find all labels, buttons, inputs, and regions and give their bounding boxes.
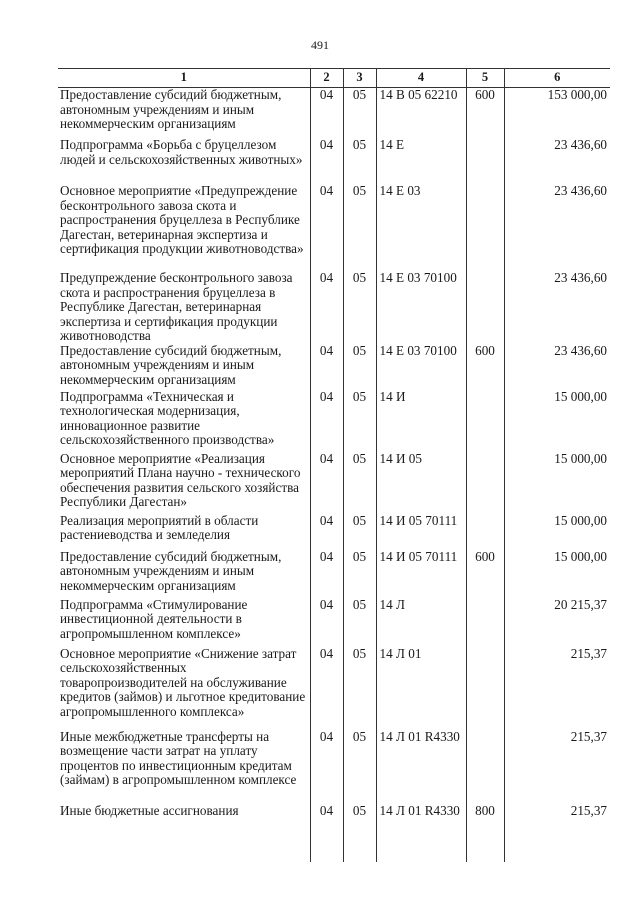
row-section-cell: 04 xyxy=(310,514,343,550)
row-target-code-cell: 14 И xyxy=(376,390,466,452)
row-amount-cell: 20 215,37 xyxy=(504,598,610,647)
row-expense-type-cell xyxy=(466,647,504,730)
row-amount-cell: 23 436,60 xyxy=(504,138,610,184)
row-target-code-cell: 14 Л 01 R4330 xyxy=(376,730,466,804)
row-name-cell: Предупреждение бесконтрольного завоза скота и распространения бруцеллеза в Республике Дагестан, ветеринарная экспертиза и сертификация продукции животноводства xyxy=(60,270,293,344)
row-section-cell: 04 xyxy=(310,804,343,838)
header-cell: 3 xyxy=(343,69,376,88)
table-row xyxy=(58,647,610,730)
row-expense-type-cell xyxy=(466,138,504,184)
table-row xyxy=(58,598,610,647)
row-name-cell: Подпрограмма «Техническая и технологическая модернизация, инновационное развитие сельскохозяйственного производства» xyxy=(60,388,275,448)
row-section-cell: 04 xyxy=(310,390,343,452)
row-name-cell: Основное мероприятие «Реализация мероприятий Плана научно - технического обеспечения развития сельского хозяйства Республики Дагестан» xyxy=(60,450,301,510)
row-expense-type-cell: 600 xyxy=(466,88,504,139)
table-row xyxy=(58,184,610,271)
table-row xyxy=(58,804,610,838)
row-subsection-cell: 05 xyxy=(343,88,376,139)
row-target-code-cell: 14 Л xyxy=(376,598,466,647)
row-target-code-cell: 14 И 05 xyxy=(376,452,466,514)
row-name-cell: Реализация мероприятий в области растениеводства и земледелия xyxy=(60,512,259,543)
table-continuation-row xyxy=(58,838,610,862)
row-target-code-cell: 14 Л 01 R4330 xyxy=(376,804,466,838)
row-target-code-cell: 14 И 05 70111 xyxy=(376,550,466,598)
row-amount-cell: 215,37 xyxy=(504,647,610,730)
empty-cell xyxy=(310,838,343,862)
page-number: 491 xyxy=(311,38,329,52)
row-section-cell: 04 xyxy=(310,344,343,390)
row-name-cell: Иные бюджетные ассигнования xyxy=(60,802,239,818)
row-name-cell: Предоставление субсидий бюджетным, автономным учреждениям и иным некоммерческим организациям xyxy=(60,342,282,387)
row-name-cell: Основное мероприятие «Снижение затрат сельскохозяйственных товаропроизводителей на обслуживание кредитов (займов) и льготное кредитование агропромышленного комплекса» xyxy=(60,645,306,719)
table-row xyxy=(58,550,610,598)
row-section-cell: 04 xyxy=(310,88,343,139)
table-row xyxy=(58,271,610,344)
table-row xyxy=(58,452,610,514)
row-amount-cell: 15 000,00 xyxy=(504,390,610,452)
row-subsection-cell: 05 xyxy=(343,804,376,838)
row-name-cell: Предоставление субсидий бюджетным, автономным учреждениям и иным некоммерческим организациям xyxy=(60,87,282,132)
row-subsection-cell: 05 xyxy=(343,271,376,344)
row-name-cell: Иные межбюджетные трансферты на возмещение части затрат на уплату процентов по инвестиционным кредитам (займам) в агропромышленном комплексе xyxy=(60,728,297,788)
row-subsection-cell: 05 xyxy=(343,138,376,184)
empty-cell xyxy=(376,838,466,862)
row-section-cell: 04 xyxy=(310,271,343,344)
row-subsection-cell: 05 xyxy=(343,184,376,271)
row-target-code-cell: 14 Е 03 70100 xyxy=(376,271,466,344)
row-subsection-cell: 05 xyxy=(343,550,376,598)
row-expense-type-cell xyxy=(466,184,504,271)
row-section-cell: 04 xyxy=(310,184,343,271)
row-section-cell: 04 xyxy=(310,598,343,647)
row-expense-type-cell: 800 xyxy=(466,804,504,838)
empty-cell xyxy=(504,838,610,862)
header-cell: 5 xyxy=(466,69,504,88)
row-subsection-cell: 05 xyxy=(343,598,376,647)
row-expense-type-cell: 600 xyxy=(466,344,504,390)
row-name-cell: Подпрограмма «Борьба с бруцеллезом людей и сельскохозяйственных животных» xyxy=(60,137,303,167)
row-amount-cell: 23 436,60 xyxy=(504,184,610,271)
row-section-cell: 04 xyxy=(310,647,343,730)
table-row xyxy=(58,88,610,139)
table-row xyxy=(58,344,610,390)
row-amount-cell: 15 000,00 xyxy=(504,550,610,598)
table-row xyxy=(58,390,610,452)
row-amount-cell: 153 000,00 xyxy=(504,88,610,139)
row-expense-type-cell xyxy=(466,514,504,550)
budget-table xyxy=(58,68,610,862)
row-target-code-cell: 14 Е xyxy=(376,138,466,184)
header-cell: 2 xyxy=(310,69,343,88)
table-row xyxy=(58,730,610,804)
table-row xyxy=(58,514,610,550)
row-subsection-cell: 05 xyxy=(343,344,376,390)
row-expense-type-cell: 600 xyxy=(466,550,504,598)
row-amount-cell: 23 436,60 xyxy=(504,271,610,344)
header-cell: 6 xyxy=(504,69,610,88)
row-section-cell: 04 xyxy=(310,730,343,804)
row-target-code-cell: 14 Е 03 70100 xyxy=(376,344,466,390)
row-subsection-cell: 05 xyxy=(343,647,376,730)
row-section-cell: 04 xyxy=(310,138,343,184)
row-target-code-cell: 14 Е 03 xyxy=(376,184,466,271)
row-subsection-cell: 05 xyxy=(343,452,376,514)
row-expense-type-cell xyxy=(466,271,504,344)
row-name-cell: Основное мероприятие «Предупреждение бесконтрольного завоза скота и распространения бруцеллеза в Республике Дагестан, ветеринарная экспертиза и сертификация продукции животноводства» xyxy=(60,183,304,257)
row-name-cell: Предоставление субсидий бюджетным, автономным учреждениям и иным некоммерческим организациям xyxy=(60,548,282,593)
row-expense-type-cell xyxy=(466,598,504,647)
row-name-cell: Подпрограмма «Стимулирование инвестиционной деятельности в агропромышленном комплексе» xyxy=(60,596,248,641)
row-subsection-cell: 05 xyxy=(343,514,376,550)
table-header-row xyxy=(58,69,610,88)
empty-cell xyxy=(58,838,310,862)
row-target-code-cell: 14 И 05 70111 xyxy=(376,514,466,550)
row-target-code-cell: 14 Л 01 xyxy=(376,647,466,730)
row-amount-cell: 215,37 xyxy=(504,730,610,804)
row-amount-cell: 215,37 xyxy=(504,804,610,838)
header-cell: 4 xyxy=(376,69,466,88)
row-target-code-cell: 14 В 05 62210 xyxy=(376,88,466,139)
row-section-cell: 04 xyxy=(310,550,343,598)
row-expense-type-cell xyxy=(466,452,504,514)
row-subsection-cell: 05 xyxy=(343,390,376,452)
row-amount-cell: 15 000,00 xyxy=(504,452,610,514)
row-subsection-cell: 05 xyxy=(343,730,376,804)
row-amount-cell: 23 436,60 xyxy=(504,344,610,390)
row-expense-type-cell xyxy=(466,390,504,452)
empty-cell xyxy=(466,838,504,862)
empty-cell xyxy=(343,838,376,862)
header-cell: 1 xyxy=(58,69,310,88)
table-row xyxy=(58,138,610,184)
row-section-cell: 04 xyxy=(310,452,343,514)
row-expense-type-cell xyxy=(466,730,504,804)
row-amount-cell: 15 000,00 xyxy=(504,514,610,550)
table-body xyxy=(58,88,610,862)
